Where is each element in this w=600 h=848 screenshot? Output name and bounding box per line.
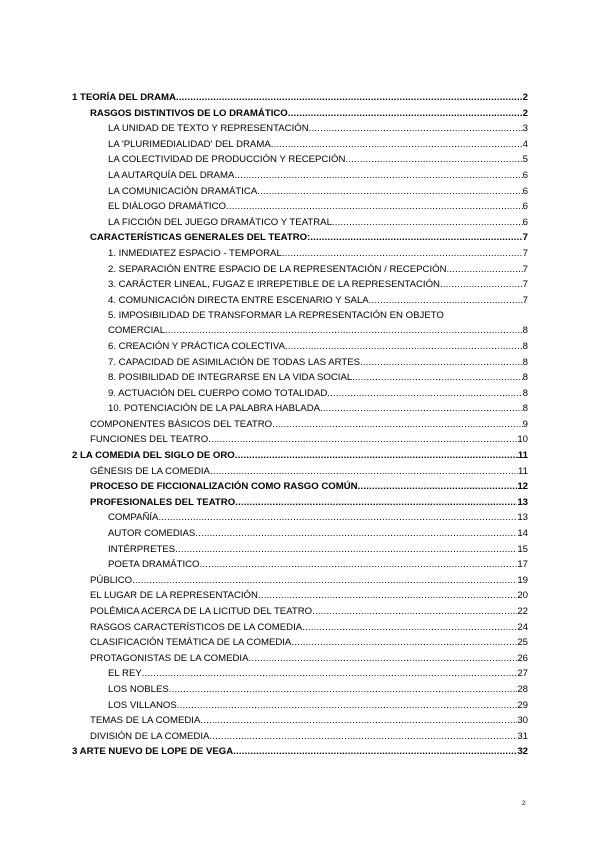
dot-leader xyxy=(169,682,518,698)
toc-entry-title: LA AUTARQUÍA DEL DRAMA xyxy=(108,169,235,181)
dot-leader xyxy=(235,448,518,464)
dot-leader xyxy=(291,635,517,651)
toc-entry-title: 1 TEORÍA DEL DRAMA xyxy=(72,92,176,103)
dot-leader xyxy=(233,744,517,760)
toc-entry-title: POETA DRAMÁTICO xyxy=(108,559,200,571)
toc-entry-page: 12 xyxy=(517,481,528,493)
toc-entry-page: 4 xyxy=(522,138,528,150)
toc-entry-title: RASGOS CARACTERÍSTICOS DE LA COMEDIA xyxy=(90,621,303,633)
toc-entry[interactable] xyxy=(72,262,528,278)
toc-entry-page: 15 xyxy=(517,543,528,555)
toc-entry[interactable] xyxy=(72,199,528,215)
toc-entry-title: COMPONENTES BÁSICOS DEL TEATRO xyxy=(90,418,273,430)
toc-entry[interactable] xyxy=(72,215,528,231)
dot-leader xyxy=(352,370,522,386)
toc-entry[interactable] xyxy=(72,323,528,339)
toc-entry[interactable] xyxy=(72,339,528,355)
dot-leader xyxy=(440,277,523,293)
toc-entry[interactable] xyxy=(72,682,528,698)
dot-leader xyxy=(165,323,523,339)
toc-entry[interactable] xyxy=(72,573,528,589)
toc-entry[interactable] xyxy=(72,510,528,526)
toc-entry-page: 28 xyxy=(517,683,528,695)
toc-entry[interactable] xyxy=(72,168,528,184)
toc-entry-page: 19 xyxy=(517,574,528,586)
toc-entry-title: PROTAGONISTAS DE LA COMEDIA xyxy=(90,652,249,664)
toc-entry-page: 20 xyxy=(517,590,528,602)
dot-leader xyxy=(447,262,523,278)
toc-entry-title: 10. POTENCIACIÓN DE LA PALABRA HABLADA xyxy=(108,403,321,415)
toc-entry-page: 8 xyxy=(522,340,528,352)
toc-entry[interactable] xyxy=(72,417,528,433)
toc-entry[interactable] xyxy=(72,246,528,262)
dot-leader xyxy=(195,526,517,542)
toc-entry-page: 6 xyxy=(522,216,528,228)
toc-entry-title: FUNCIONES DEL TEATRO xyxy=(90,434,209,446)
toc-entry[interactable] xyxy=(72,401,528,417)
toc-entry-page: 6 xyxy=(522,185,528,197)
toc-entry-page: 8 xyxy=(522,372,528,384)
toc-entry[interactable] xyxy=(72,698,528,714)
dot-leader xyxy=(302,620,517,636)
dot-leader xyxy=(282,246,523,262)
toc-entry[interactable] xyxy=(72,495,528,511)
dot-leader xyxy=(309,121,523,137)
dot-leader xyxy=(249,651,518,667)
toc-entry[interactable] xyxy=(72,464,528,480)
toc-entry-title: 8. POSIBILIDAD DE INTEGRARSE EN LA VIDA SOCIAL xyxy=(108,372,353,384)
dot-leader xyxy=(226,199,523,215)
toc-entry-page: 2 xyxy=(522,107,528,119)
dot-leader xyxy=(209,729,517,745)
toc-entry-title: 2. SEPARACIÓN ENTRE ESPACIO DE LA REPRESENTACIÓN / RECEPCIÓN xyxy=(108,263,447,275)
toc-entry-page: 32 xyxy=(517,746,528,758)
toc-entry-title: 6. CREACIÓN Y PRÁCTICA COLECTIVA xyxy=(108,340,285,352)
toc-entry-page: 8 xyxy=(522,356,528,368)
dot-leader xyxy=(360,355,523,371)
toc-entry[interactable] xyxy=(72,542,528,558)
dot-leader xyxy=(332,215,523,231)
toc-entry[interactable] xyxy=(72,355,528,371)
toc-entry-title: LA 'PLURIMEDIALIDAD' DEL DRAMA xyxy=(108,138,271,150)
toc-entry-title: GÉNESIS DE LA COMEDIA xyxy=(90,465,210,477)
toc-entry-title: DIVISIÓN DE LA COMEDIA xyxy=(90,730,210,742)
dot-leader xyxy=(132,573,517,589)
toc-entry-title: COMPAÑÍA xyxy=(108,512,159,524)
toc-entry[interactable] xyxy=(72,448,528,464)
toc-entry[interactable] xyxy=(72,230,528,246)
toc-entry-page: 7 xyxy=(522,279,528,291)
dot-leader xyxy=(369,293,523,309)
toc-entry[interactable] xyxy=(72,635,528,651)
toc-entry-page: 3 xyxy=(522,123,528,135)
toc-entry-page: 24 xyxy=(517,621,528,633)
dot-leader xyxy=(258,588,517,604)
toc-entry[interactable] xyxy=(72,620,528,636)
toc-entry-page: 7 xyxy=(522,232,528,244)
page-number: 2 xyxy=(522,800,526,807)
dot-leader xyxy=(142,666,518,682)
toc-entry-page: 14 xyxy=(517,528,528,540)
toc-entry-page: 7 xyxy=(522,263,528,275)
toc-entry-page: 8 xyxy=(522,325,528,337)
toc-entry-title: 2 LA COMEDIA DEL SIGLO DE ORO xyxy=(72,450,235,462)
toc-entry-title: LA COLECTIVIDAD DE PRODUCCIÓN Y RECEPCIÓN xyxy=(108,154,346,166)
toc-entry-title: PROFESIONALES DEL TEATRO xyxy=(90,496,236,508)
toc-entry[interactable] xyxy=(72,604,528,620)
toc-entry-title: LA UNIDAD DE TEXTO Y REPRESENTACIÓN xyxy=(108,123,309,135)
toc-entry-page: 7 xyxy=(522,247,528,259)
table-of-contents xyxy=(72,90,528,760)
toc-entry-title: LA FICCIÓN DEL JUEGO DRAMÁTICO Y TEATRAL xyxy=(108,216,332,228)
dot-leader xyxy=(176,90,523,106)
dot-leader xyxy=(358,479,518,495)
toc-entry-title: PROCESO DE FICCIONALIZACIÓN COMO RASGO COMÚN xyxy=(90,481,358,493)
toc-entry-title: 3 ARTE NUEVO DE LOPE DE VEGA xyxy=(72,746,234,758)
toc-entry-title: EL LUGAR DE LA REPRESENTACIÓN xyxy=(90,590,258,602)
toc-entry[interactable] xyxy=(72,106,528,122)
toc-entry-page: 7 xyxy=(522,294,528,306)
toc-entry-page: 10 xyxy=(517,434,528,446)
toc-entry-page: 6 xyxy=(522,169,528,181)
toc-entry-wrapped-line[interactable]: 5. IMPOSIBILIDAD DE TRANSFORMAR LA REPRESENTACIÓN EN OBJETO xyxy=(108,310,444,322)
toc-entry[interactable] xyxy=(72,184,528,200)
toc-entry-page: 29 xyxy=(517,699,528,711)
toc-entry-title: 4. COMUNICACIÓN DIRECTA ENTRE ESCENARIO Y SALA xyxy=(108,294,369,306)
dot-leader xyxy=(327,386,522,402)
toc-entry-page: 27 xyxy=(517,668,528,680)
dot-leader xyxy=(234,168,522,184)
toc-entry-page: 9 xyxy=(522,418,528,430)
toc-entry[interactable] xyxy=(72,713,528,729)
toc-entry-title: LOS NOBLES xyxy=(108,683,169,695)
dot-leader xyxy=(320,401,523,417)
toc-entry[interactable] xyxy=(72,651,528,667)
toc-entry-title: CARACTERÍSTICAS GENERALES DEL TEATRO: xyxy=(90,232,311,244)
toc-entry-title: 3. CARÁCTER LINEAL, FUGAZ E IRREPETIBLE DE LA REPRESENTACIÓN xyxy=(108,279,440,291)
toc-entry[interactable] xyxy=(72,588,528,604)
toc-entry-page: 30 xyxy=(517,715,528,727)
dot-leader xyxy=(177,698,518,714)
toc-entry[interactable] xyxy=(72,526,528,542)
toc-entry-title: LA COMUNICACIÓN DRAMÁTICA xyxy=(108,185,258,197)
toc-entry-page: 31 xyxy=(517,730,528,742)
dot-leader xyxy=(175,542,517,558)
dot-leader xyxy=(285,339,523,355)
toc-entry-page: 11 xyxy=(518,465,528,477)
toc-entry-title: POLÉMICA ACERCA DE LA LICITUD DEL TEATRO xyxy=(90,606,313,617)
toc-entry-page: 5 xyxy=(522,154,528,166)
dot-leader xyxy=(345,152,522,168)
toc-entry-page: 17 xyxy=(517,559,528,571)
toc-entry-page: 13 xyxy=(517,496,528,508)
toc-entry[interactable] xyxy=(72,666,528,682)
toc-entry-page: 26 xyxy=(517,652,528,664)
dot-leader xyxy=(200,713,517,729)
toc-entry-title: EL REY xyxy=(108,668,142,680)
toc-entry-page: 8 xyxy=(522,387,528,399)
toc-entry[interactable] xyxy=(72,744,528,760)
toc-entry-title: 7. CAPACIDAD DE ASIMILACIÓN DE TODAS LAS ARTES xyxy=(108,356,361,368)
toc-entry[interactable] xyxy=(72,386,528,402)
toc-entry-title: AUTOR COMEDIAS xyxy=(108,528,196,540)
toc-entry-page: 13 xyxy=(517,512,528,524)
dot-leader xyxy=(235,495,517,511)
dot-leader xyxy=(271,137,523,153)
dot-leader xyxy=(257,184,522,200)
toc-entry-title: TEMAS DE LA COMEDIA xyxy=(90,715,201,727)
toc-entry[interactable] xyxy=(72,557,528,573)
toc-entry[interactable] xyxy=(72,293,528,309)
dot-leader xyxy=(310,230,522,246)
dot-leader xyxy=(158,510,517,526)
dot-leader xyxy=(210,464,518,480)
dot-leader xyxy=(200,557,518,573)
toc-entry-title: PÚBLICO xyxy=(90,574,133,586)
toc-entry[interactable] xyxy=(72,729,528,745)
dot-leader xyxy=(208,432,517,448)
toc-entry-page: 25 xyxy=(517,637,528,649)
toc-entry[interactable] xyxy=(72,152,528,168)
toc-entry[interactable] xyxy=(72,432,528,448)
toc-entry-title: 1. INMEDIATEZ ESPACIO - TEMPORAL xyxy=(108,247,282,259)
toc-entry-page: 11 xyxy=(517,450,528,462)
toc-entry[interactable] xyxy=(72,137,528,153)
toc-entry[interactable] xyxy=(72,90,528,106)
toc-entry-title: EL DIÁLOGO DRAMÁTICO xyxy=(108,201,226,213)
toc-entry-page: 2 xyxy=(522,92,528,103)
toc-entry-page: 22 xyxy=(517,606,528,617)
toc-entry[interactable] xyxy=(72,479,528,495)
toc-entry-title: LOS VILLANOS xyxy=(108,699,177,711)
toc-entry[interactable] xyxy=(72,121,528,137)
toc-entry-title: CLASIFICACIÓN TEMÁTICA DE LA COMEDIA xyxy=(90,637,292,649)
toc-entry-page: 8 xyxy=(522,403,528,415)
toc-entry-title: COMERCIAL xyxy=(108,325,166,337)
toc-entry-title: INTÉRPRETES xyxy=(108,543,176,555)
toc-entry-page: 6 xyxy=(522,201,528,213)
toc-entry[interactable] xyxy=(72,370,528,386)
toc-entry[interactable] xyxy=(72,277,528,293)
toc-entry-title: 9. ACTUACIÓN DEL CUERPO COMO TOTALIDAD xyxy=(108,387,328,399)
dot-leader xyxy=(272,417,523,433)
toc-entry-title: RASGOS DISTINTIVOS DE LO DRAMÁTICO xyxy=(90,107,288,119)
dot-leader xyxy=(288,106,523,122)
dot-leader xyxy=(312,604,517,620)
